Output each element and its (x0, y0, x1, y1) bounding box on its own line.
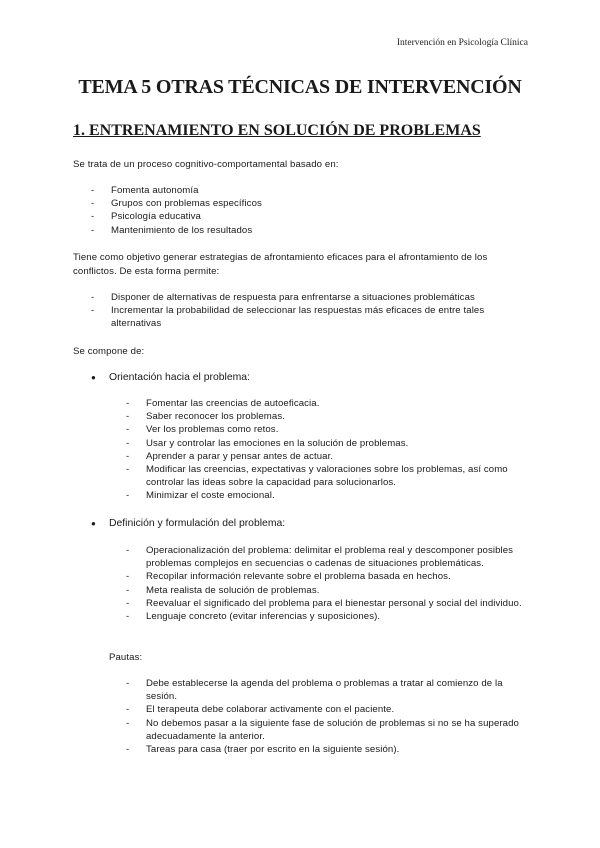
objective-paragraph: Tiene como objetivo generar estrategias de afrontamiento eficaces para el afrontamiento de los conflictos. De esta forma permite: (73, 252, 488, 277)
list-item: - Disponer de alternativas de respuesta para enfrentarse a situaciones problemáticas (91, 291, 516, 304)
list-item: - Mantenimiento de los resultados (91, 224, 531, 237)
list-item: - Operacionalización del problema: delimitar el problema real y descomponer posibles problemas complejos en secuencias o cadenas de situaciones problemáticas. (126, 544, 526, 570)
list-item: - Tareas para casa (traer por escrito en la siguiente sesión). (126, 743, 526, 756)
list-item: - Incrementar la probabilidad de seleccionar las respuestas más eficaces de entre tales alternativas (91, 304, 516, 330)
intro-paragraph: Se trata de un proceso cognitivo-comportamental basado en: (73, 159, 339, 170)
list-item: - Minimizar el coste emocional. (126, 489, 526, 502)
composed-paragraph: Se compone de: (73, 346, 145, 357)
list-item: - Recopilar información relevante sobre el problema basada en hechos. (126, 570, 526, 583)
running-header: Intervención en Psicología Clínica (396, 38, 528, 48)
list-item: - No debemos pasar a la siguiente fase de solución de problemas si no se ha superado adecuadamente la anterior. (126, 717, 526, 743)
guidelines-list (126, 677, 526, 756)
list-item: - Grupos con problemas específicos (91, 197, 531, 210)
orientation-heading: ● Orientación hacia el problema: (91, 371, 250, 385)
list-item: - Modificar las creencias, expectativas y valoraciones sobre los problemas, así como controlar las ideas sobre la capacidad para solucionarlos. (126, 463, 526, 489)
list-item: - Fomentar las creencias de autoeficacia. (126, 397, 526, 410)
list-item: - Ver los problemas como retos. (126, 423, 526, 436)
list-item: - Saber reconocer los problemas. (126, 410, 526, 423)
allows-list (91, 291, 516, 331)
list-item: - Meta realista de solución de problemas. (126, 584, 526, 597)
list-item: - Psicología educativa (91, 210, 531, 223)
list-item: - Lenguaje concreto (evitar inferencias y suposiciones). (126, 610, 526, 623)
definition-heading: ● Definición y formulación del problema: (91, 517, 285, 531)
guidelines-heading: Pautas: (109, 652, 143, 663)
list-item: - Debe establecerse la agenda del problema o problemas a tratar al comienzo de la sesión. (126, 677, 526, 703)
list-item: - Fomenta autonomía (91, 184, 531, 197)
document-title: TEMA 5 OTRAS TÉCNICAS DE INTERVENCIÓN (78, 76, 522, 98)
list-item: - Reevaluar el significado del problema para el bienestar personal y social del individuo. (126, 597, 526, 610)
list-item: - Aprender a parar y pensar antes de actuar. (126, 450, 526, 463)
basis-list (91, 184, 531, 237)
list-item: - El terapeuta debe colaborar activamente con el paciente. (126, 703, 526, 716)
list-item: - Usar y controlar las emociones en la solución de problemas. (126, 437, 526, 450)
orientation-list (126, 397, 526, 503)
section-heading: 1. ENTRENAMIENTO EN SOLUCIÓN DE PROBLEMAS (73, 122, 481, 139)
definition-list (126, 544, 526, 623)
